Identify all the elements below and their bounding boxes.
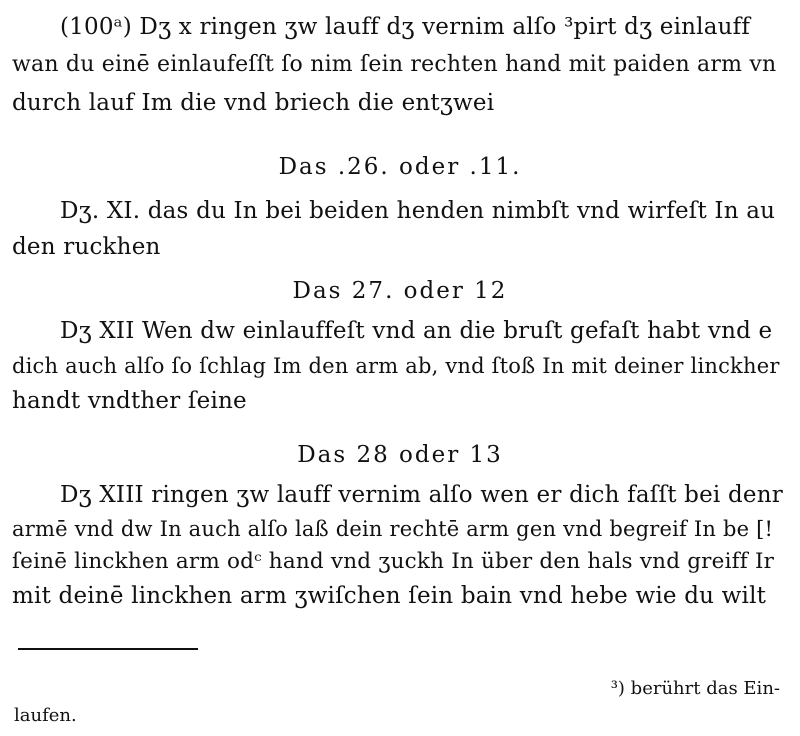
section-27-line-1: Dʒ XII Wen dw einlauffeſt vnd an die bruſt gefaſt habt vnd e — [60, 318, 773, 344]
section-28-line-2: armē vnd dw In auch alſo laß dein rechtē arm gen vnd begreif In be [! — [12, 517, 774, 541]
footnote-line-2: laufen. — [14, 705, 77, 726]
intro-line-2: wan du einē einlaufeſſt ſo nim ſein rechten hand mit paiden arm vn — [12, 52, 777, 77]
section-26-line-1: Dʒ. XI. das du In bei beiden henden nimbſt vnd wirfeſt In au — [60, 198, 776, 224]
section-heading-28: Das 28 oder 13 — [297, 442, 503, 468]
section-heading-26: Das .26. oder .11. — [278, 154, 522, 180]
footnote-line-1: ³) berührt das Ein- — [610, 678, 780, 699]
footnote-separator — [18, 648, 198, 650]
intro-line-3: durch lauf Im die vnd briech die entʒwei — [12, 90, 495, 116]
section-28-line-4: mit deinē linckhen arm ʒwiſchen ſein bain vnd hebe wie du wilt — [12, 583, 767, 609]
section-27-line-3: handt vndther ſeine — [12, 388, 247, 414]
section-26-line-2: den ruckhen — [12, 234, 161, 260]
section-heading-27: Das 27. oder 12 — [292, 278, 508, 304]
section-27-line-2: dich auch alſo ſo ſchlag Im den arm ab, vnd ſtoß In mit deiner linckher — [12, 354, 780, 378]
section-28-line-3: ſeinē linckhen arm odᶜ hand vnd ʒuckh In über den hals vnd greiff Ir — [12, 549, 775, 574]
section-28-line-1: Dʒ XIII ringen ʒw lauff vernim alſo wen er dich faſſt bei denr — [60, 482, 783, 508]
intro-line-1: (100ᵃ) Dʒ x ringen ʒw lauff dʒ vernim alſo ³pirt dʒ einlauff — [60, 14, 751, 40]
